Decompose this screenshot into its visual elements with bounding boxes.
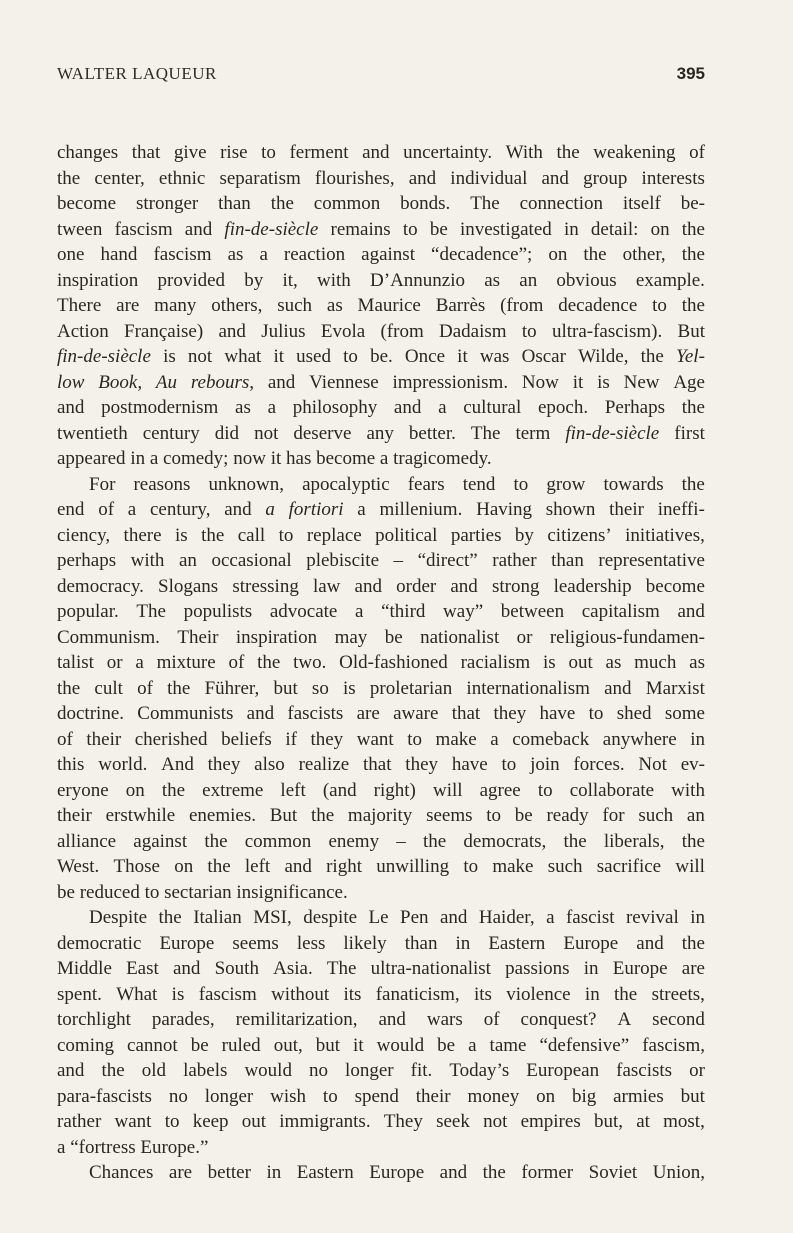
text-line: talist or a mixture of the two. Old-fashioned racialism is out as much as (57, 652, 705, 673)
text-line: democratic Europe seems less likely than in Eastern Europe and the (57, 932, 705, 954)
text-line: For reasons unknown, apocalyptic fears tend to grow towards the (89, 473, 705, 495)
text-line: democracy. Slogans stressing law and order and strong leadership become (57, 575, 705, 597)
text-line: torchlight parades, remilitarization, and wars of conquest? A second (57, 1009, 705, 1030)
text-line: Despite the Italian MSI, despite Le Pen and Haider, a fascist revival in (89, 907, 705, 928)
text-line: and postmodernism as a philosophy and a cultural epoch. Perhaps the (57, 397, 705, 418)
text-line: Middle East and South Asia. The ultra-nationalist passions in Europe are (57, 958, 705, 979)
text-line: low Book, Au rebours, and Viennese impressionism. Now it is New Age (57, 371, 705, 393)
text-line: inspiration provided by it, with D’Annunzio as an obvious example. (57, 269, 705, 291)
text-line: eryone on the extreme left (and right) will agree to collaborate with (57, 779, 705, 801)
text-line: end of a century, and a fortiori a millenium. Having shown their ineffi- (57, 499, 705, 520)
text-line: changes that give rise to ferment and uncertainty. With the weakening of (57, 142, 705, 163)
text-line: twentieth century did not deserve any better. The term fin-de-siècle first (57, 422, 705, 444)
text-line: become stronger than the common bonds. The connection itself be- (57, 193, 705, 214)
text-line: Action Française) and Julius Evola (from Dadaism to ultra-fascism). But (57, 320, 705, 342)
text-line: para-fascists no longer wish to spend their money on big armies but (57, 1085, 705, 1107)
text-line: this world. And they also realize that they have to join forces. Not ev- (57, 754, 705, 775)
text-line: appeared in a comedy; now it has become a tragicomedy. (57, 448, 492, 469)
text-line: perhaps with an occasional plebiscite – “direct” rather than representative (57, 550, 705, 571)
body-text (57, 140, 705, 1186)
text-line: Communism. Their inspiration may be nationalist or religious-fundamen- (57, 626, 705, 648)
text-line: coming cannot be ruled out, but it would be a tame “defensive” fascism, (57, 1034, 705, 1056)
text-line: alliance against the common enemy – the democrats, the liberals, the (57, 830, 705, 852)
page-number: 395 (676, 64, 705, 83)
text-line: a “fortress Europe.” (57, 1136, 209, 1158)
text-line: spent. What is fascism without its fanaticism, its violence in the streets, (57, 983, 705, 1005)
running-head-author: WALTER LAQUEUR (57, 64, 217, 83)
text-line: popular. The populists advocate a “third way” between capitalism and (57, 601, 705, 622)
text-line: tween fascism and fin-de-siècle remains to be investigated in detail: on the (57, 218, 705, 240)
text-line: Chances are better in Eastern Europe and the former Soviet Union, (89, 1162, 705, 1183)
text-line: the cult of the Führer, but so is proletarian internationalism and Marxist (57, 677, 705, 699)
text-line: ciency, there is the call to replace political parties by citizens’ initiatives, (57, 524, 705, 546)
text-line: one hand fascism as a reaction against “decadence”; on the other, the (57, 244, 705, 265)
text-line: their erstwhile enemies. But the majority seems to be ready for such an (57, 805, 705, 826)
text-line: fin-de-siècle is not what it used to be. Once it was Oscar Wilde, the Yel- (57, 346, 705, 367)
text-line: West. Those on the left and right unwilling to make such sacrifice will (57, 856, 705, 877)
text-line: be reduced to sectarian insignificance. (57, 881, 348, 903)
text-line: and the old labels would no longer fit. Today’s European fascists or (57, 1060, 705, 1081)
text-line: the center, ethnic separatism flourishes, and individual and group interests (57, 167, 705, 189)
running-header (57, 64, 705, 84)
text-line: There are many others, such as Maurice Barrès (from decadence to the (57, 295, 705, 316)
text-line: of their cherished beliefs if they want to make a comeback anywhere in (57, 728, 705, 750)
text-line: doctrine. Communists and fascists are aware that they have to shed some (57, 703, 705, 724)
text-line: rather want to keep out immigrants. They seek not empires but, at most, (57, 1111, 705, 1132)
